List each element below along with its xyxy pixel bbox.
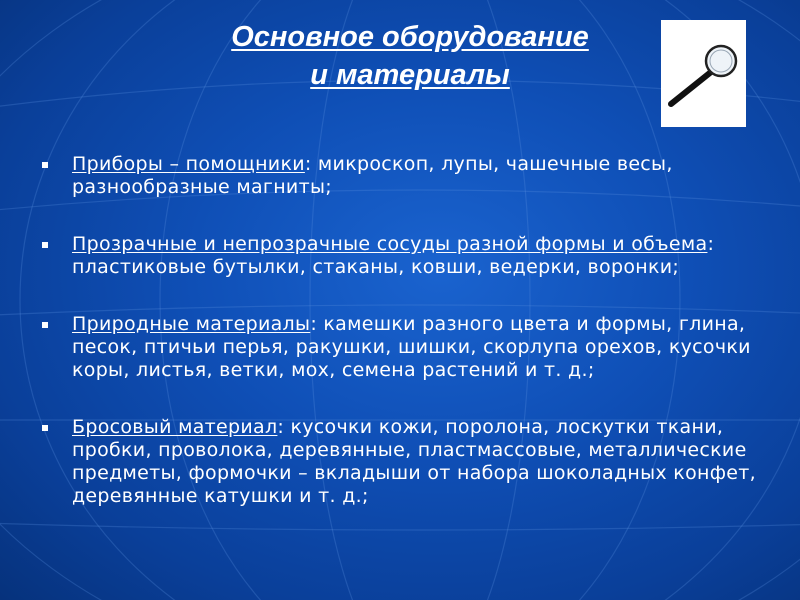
slide-title <box>150 18 670 94</box>
item-text: : пластиковые бутылки, стаканы, ковши, ведерки, воронки; <box>72 233 715 278</box>
bullet-icon <box>42 242 48 248</box>
bullet-list <box>40 153 760 542</box>
item-text: : камешки разного цвета и формы, глина, песок, птичьи перья, ракушки, шишки, скорлупа орехов, кусочки коры, листья, ветки, мох, семена растений и т. д.; <box>72 313 751 381</box>
item-text: : микроскоп, лупы, чашечные весы, разнообразные магниты; <box>72 153 673 198</box>
list-item <box>40 416 760 508</box>
bullet-icon <box>42 162 48 168</box>
item-term: Приборы – помощники <box>72 153 305 175</box>
magnifying-glass-icon <box>661 20 746 127</box>
item-term: Бросовый материал <box>72 416 278 438</box>
magnifier-image <box>661 20 746 127</box>
list-item <box>40 233 760 279</box>
list-item <box>40 153 760 199</box>
item-term: Природные материалы <box>72 313 311 335</box>
bullet-icon <box>42 322 48 328</box>
list-item <box>40 313 760 382</box>
item-term: Прозрачные и непрозрачные сосуды разной формы и объема <box>72 233 708 255</box>
title-line-2: и материалы <box>310 59 510 91</box>
item-text: : кусочки кожи, поролона, лоскутки ткани, пробки, проволока, деревянные, пластмассовые, металлические предметы, формочки – вкладыши от набора шоколадных конфет, деревянные катушки и т. д.; <box>72 416 756 507</box>
title-line-1: Основное оборудование <box>231 21 589 53</box>
bullet-icon <box>42 425 48 431</box>
